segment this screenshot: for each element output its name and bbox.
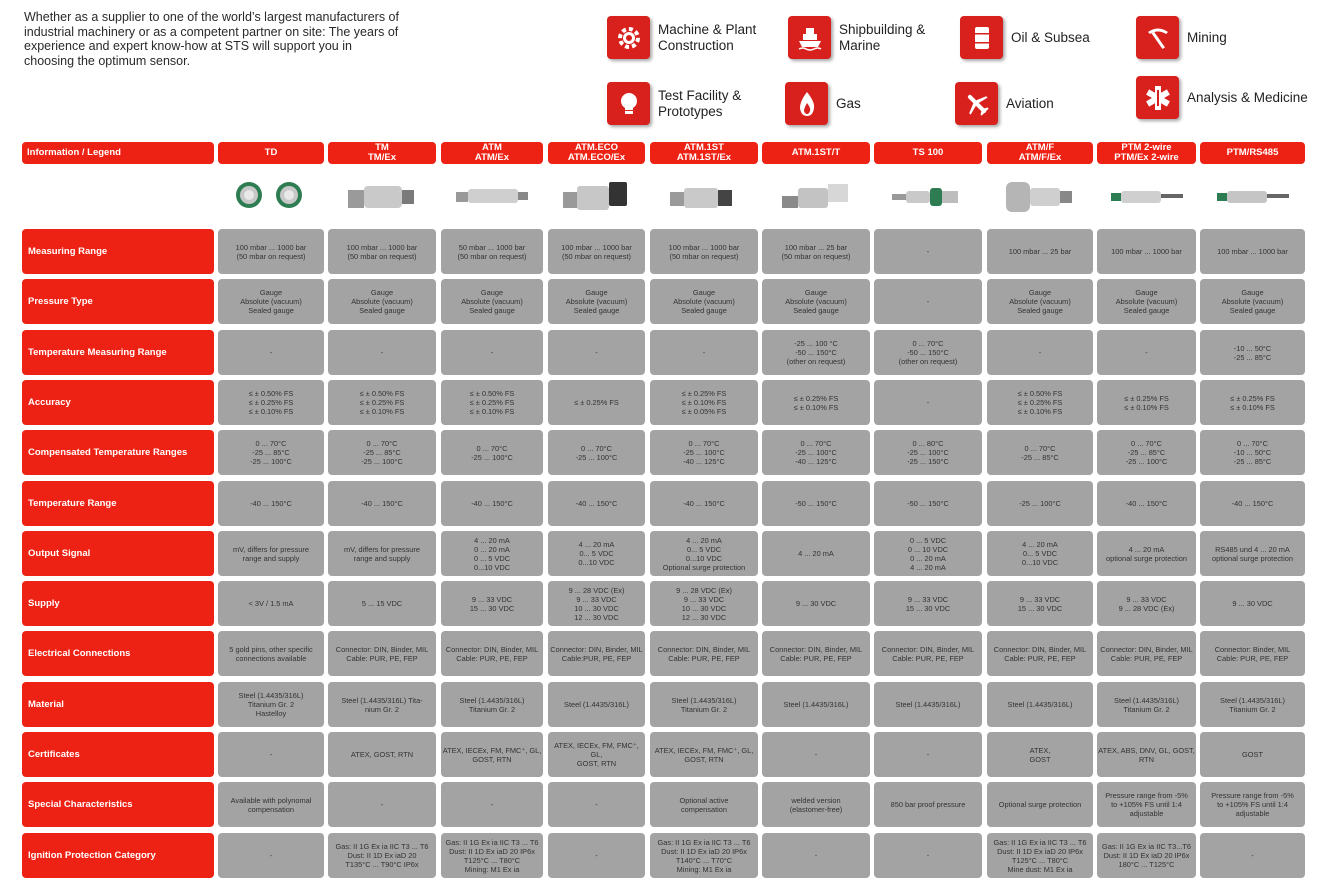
table-cell: -40 ... 150°C xyxy=(328,481,436,526)
product-header: TM TM/Ex xyxy=(328,142,436,164)
table-cell: Gauge Absolute (vacuum) Sealed gauge xyxy=(218,279,324,324)
table-cell: -25 ... 100 °C -50 ... 150°C (other on request) xyxy=(762,330,870,375)
ship-icon xyxy=(788,16,831,59)
table-cell: Steel (1.4435/316L) Titanium Gr. 2 xyxy=(650,682,758,727)
table-cell: -40 ... 150°C xyxy=(1097,481,1196,526)
table-cell: -40 ... 150°C xyxy=(548,481,645,526)
table-cell: ATEX, ABS, DNV, GL, GOST, RTN xyxy=(1097,732,1196,777)
table-cell: 0 ... 5 VDC 0 ... 10 VDC 0 ... 20 mA 4 ... 20 mA xyxy=(874,531,982,576)
table-cell: 100 mbar ... 25 bar xyxy=(987,229,1093,274)
table-cell: 0 ... 70°C -25 ... 100°C -40 ... 125°C xyxy=(650,430,758,475)
table-cell: Optional surge protection xyxy=(987,782,1093,827)
table-cell: Steel (1.4435/316L) xyxy=(762,682,870,727)
industry-oil-subsea[interactable] xyxy=(960,16,1090,59)
table-cell: ≤ ± 0.25% FS ≤ ± 0.10% FS xyxy=(1200,380,1305,425)
table-cell: - xyxy=(987,330,1093,375)
industry-label: Mining xyxy=(1187,29,1227,45)
table-cell: Gauge Absolute (vacuum) Sealed gauge xyxy=(650,279,758,324)
row-label: Supply xyxy=(22,581,214,626)
product-image-ptm-rs485 xyxy=(1200,168,1305,224)
table-cell: ATEX, GOST xyxy=(987,732,1093,777)
table-cell: -40 ... 150°C xyxy=(650,481,758,526)
table-cell: Steel (1.4435/316L) Titanium Gr. 2 Hastelloy xyxy=(218,682,324,727)
table-cell: Connector: DIN, Binder, MIL Cable: PUR, PE, FEP xyxy=(874,631,982,676)
table-cell: 9 ... 33 VDC 15 ... 30 VDC xyxy=(874,581,982,626)
table-cell: Gauge Absolute (vacuum) Sealed gauge xyxy=(441,279,543,324)
product-image-atm-1st-t xyxy=(762,168,870,224)
medical-star-icon xyxy=(1136,76,1179,119)
table-cell: Optional active compensation xyxy=(650,782,758,827)
table-cell: -10 ... 50°C -25 ... 85°C xyxy=(1200,330,1305,375)
product-image-atm-f xyxy=(987,168,1093,224)
table-cell: 100 mbar ... 1000 bar xyxy=(1097,229,1196,274)
row-label: Ignition Protection Category xyxy=(22,833,214,878)
table-cell: Gas: II 1G Ex ia IIC T3 ... T6 Dust: II 1D Ex iaD 20 IP6x T125°C ... T80°C Mine dust: M1 Ex ia xyxy=(987,833,1093,878)
table-cell: 4 ... 20 mA 0 ... 20 mA 0 ... 5 VDC 0...10 VDC xyxy=(441,531,543,576)
table-cell: 9 ... 30 VDC xyxy=(762,581,870,626)
product-header: ATM.1ST ATM.1ST/Ex xyxy=(650,142,758,164)
oil-barrel-icon xyxy=(960,16,1003,59)
table-cell: - xyxy=(218,330,324,375)
table-cell: GOST xyxy=(1200,732,1305,777)
table-cell: welded version (elastomer-free) xyxy=(762,782,870,827)
table-cell: - xyxy=(874,833,982,878)
table-cell: Steel (1.4435/316L) Titanium Gr. 2 xyxy=(1097,682,1196,727)
table-cell: ATEX, IECEx, FM, FMC⁺, GL, GOST, RTN xyxy=(650,732,758,777)
industry-label: Oil & Subsea xyxy=(1011,29,1090,45)
table-cell: 0 ... 70°C -10 ... 50°C -25 ... 85°C xyxy=(1200,430,1305,475)
table-cell: RS485 und 4 ... 20 mA optional surge protection xyxy=(1200,531,1305,576)
table-cell: Connector: DIN, Binder, MIL Cable: PUR, PE, FEP xyxy=(1097,631,1196,676)
table-cell: 0 ... 70°C -25 ... 85°C -25 ... 100°C xyxy=(1097,430,1196,475)
pickaxe-icon xyxy=(1136,16,1179,59)
table-cell: ATEX, IECEx, FM, FMC⁺, GL, GOST, RTN xyxy=(548,732,645,777)
table-cell: ≤ ± 0.50% FS ≤ ± 0.25% FS ≤ ± 0.10% FS xyxy=(987,380,1093,425)
table-cell: 0 ... 70°C -25 ... 100°C xyxy=(548,430,645,475)
table-cell: 0 ... 80°C -25 ... 100°C -25 ... 150°C xyxy=(874,430,982,475)
table-cell: Pressure range from -5% to +105% FS until 1:4 adjustable xyxy=(1097,782,1196,827)
table-cell: 100 mbar ... 1000 bar (50 mbar on request) xyxy=(548,229,645,274)
table-cell: 4 ... 20 mA 0... 5 VDC 0...10 VDC Optional surge protection xyxy=(650,531,758,576)
table-cell: - xyxy=(874,732,982,777)
product-image-ts100 xyxy=(874,168,982,224)
table-cell: Connector: DIN, Binder, MIL Cable:PUR, PE, FEP xyxy=(548,631,645,676)
table-cell: ≤ ± 0.25% FS xyxy=(548,380,645,425)
table-cell: 5 gold pins, other specific connections available xyxy=(218,631,324,676)
table-cell: Gauge Absolute (vacuum) Sealed gauge xyxy=(1097,279,1196,324)
table-cell: ≤ ± 0.50% FS ≤ ± 0.25% FS ≤ ± 0.10% FS xyxy=(441,380,543,425)
table-cell: -50 ... 150°C xyxy=(762,481,870,526)
table-cell: Steel (1.4435/316L) Tita- nium Gr. 2 xyxy=(328,682,436,727)
table-cell: - xyxy=(548,833,645,878)
table-cell: Gas: II 1G Ex ia IIC T3 ... T6 Dust: II 1D Ex iaD 20 T135°C ... T90°C IP6x xyxy=(328,833,436,878)
industry-label: Test Facility & Prototypes xyxy=(658,87,742,119)
table-cell: mV, differs for pressure range and supply xyxy=(218,531,324,576)
row-label: Electrical Connections xyxy=(22,631,214,676)
product-image-atm-1st xyxy=(650,168,758,224)
product-image-td xyxy=(218,168,324,224)
table-cell: mV, differs for pressure range and supply xyxy=(328,531,436,576)
table-cell: - xyxy=(762,833,870,878)
product-header: ATM.1ST/T xyxy=(762,142,870,164)
table-cell: Gauge Absolute (vacuum) Sealed gauge xyxy=(548,279,645,324)
table-cell: ATEX, IECEx, FM, FMC⁺, GL, GOST, RTN xyxy=(441,732,543,777)
table-cell: - xyxy=(218,732,324,777)
table-cell: Gas: II 1G Ex ia IIC T3...T6 Dust: II 1D Ex iaD 20 IP6x 180°C ... T125°C xyxy=(1097,833,1196,878)
table-cell: - xyxy=(441,330,543,375)
table-cell: 9 ... 33 VDC 15 ... 30 VDC xyxy=(987,581,1093,626)
table-cell: 100 mbar ... 1000 bar (50 mbar on request) xyxy=(328,229,436,274)
row-label: Temperature Range xyxy=(22,481,214,526)
row-label: Output Signal xyxy=(22,531,214,576)
table-cell: - xyxy=(328,330,436,375)
table-cell: - xyxy=(328,782,436,827)
product-header: TS 100 xyxy=(874,142,982,164)
table-cell: 4 ... 20 mA 0... 5 VDC 0...10 VDC xyxy=(987,531,1093,576)
table-cell: Available with polynomal compensation xyxy=(218,782,324,827)
table-cell: - xyxy=(762,732,870,777)
product-header: ATM/F ATM/F/Ex xyxy=(987,142,1093,164)
product-image-atm xyxy=(441,168,543,224)
table-cell: Steel (1.4435/316L) xyxy=(987,682,1093,727)
table-cell: - xyxy=(441,782,543,827)
legend-header: Information / Legend xyxy=(22,142,214,164)
product-image-ptm-2wire xyxy=(1097,168,1196,224)
table-cell: 9 ... 30 VDC xyxy=(1200,581,1305,626)
industry-test-facility[interactable] xyxy=(607,82,741,125)
product-image-tm xyxy=(328,168,436,224)
flame-icon xyxy=(785,82,828,125)
table-cell: Connector: DIN, Binder, MIL Cable: PUR, PE, FEP xyxy=(328,631,436,676)
intro-text: Whether as a supplier to one of the world’s largest manufacturers of industrial machinery or as a competent partner on site: The years of experience and expert know-how at STS will support you in choosing the optimum sensor. xyxy=(24,10,399,68)
table-cell: Steel (1.4435/316L) xyxy=(874,682,982,727)
table-cell: Steel (1.4435/316L) Titanium Gr. 2 xyxy=(1200,682,1305,727)
table-cell: 0 ... 70°C -50 ... 150°C (other on request) xyxy=(874,330,982,375)
table-cell: 0 ... 70°C -25 ... 100°C -40 ... 125°C xyxy=(762,430,870,475)
table-cell: ATEX, GOST, RTN xyxy=(328,732,436,777)
table-cell: 9 ... 28 VDC (Ex) 9 ... 33 VDC 10 ... 30 VDC 12 ... 30 VDC xyxy=(650,581,758,626)
table-cell: Connector: DIN, Binder, MIL Cable: PUR, PE, FEP xyxy=(650,631,758,676)
table-cell: Gas: II 1G Ex ia IIC T3 ... T6 Dust: II 1D Ex iaD 20 IP6x T140°C ... T70°C Mining: M1 Ex ia xyxy=(650,833,758,878)
product-header: PTM/RS485 xyxy=(1200,142,1305,164)
table-cell: 9 ... 33 VDC 9 ... 28 VDC (Ex) xyxy=(1097,581,1196,626)
row-label: Compensated Temperature Ranges xyxy=(22,430,214,475)
table-cell: - xyxy=(218,833,324,878)
row-label: Measuring Range xyxy=(22,229,214,274)
table-cell: Connector: Binder, MIL Cable: PUR, PE, FEP xyxy=(1200,631,1305,676)
table-cell: ≤ ± 0.25% FS ≤ ± 0.10% FS xyxy=(762,380,870,425)
table-cell: 0 ... 70°C -25 ... 100°C xyxy=(441,430,543,475)
industry-aviation[interactable] xyxy=(955,82,1054,125)
table-cell: - xyxy=(874,229,982,274)
table-cell: 850 bar proof pressure xyxy=(874,782,982,827)
table-cell: Connector: DIN, Binder, MIL Cable: PUR, PE, FEP xyxy=(441,631,543,676)
gear-icon xyxy=(607,16,650,59)
industry-label: Gas xyxy=(836,95,861,111)
table-cell: - xyxy=(650,330,758,375)
table-cell: Gauge Absolute (vacuum) Sealed gauge xyxy=(987,279,1093,324)
row-label: Temperature Measuring Range xyxy=(22,330,214,375)
table-cell: -40 ... 150°C xyxy=(218,481,324,526)
industry-label: Aviation xyxy=(1006,95,1054,111)
product-header: ATM.ECO ATM.ECO/Ex xyxy=(548,142,645,164)
row-label: Special Characteristics xyxy=(22,782,214,827)
industry-analysis-medicine[interactable] xyxy=(1136,76,1308,119)
industry-shipbuilding[interactable] xyxy=(788,16,925,59)
table-cell: Steel (1.4435/316L) xyxy=(548,682,645,727)
table-cell: -40 ... 150°C xyxy=(1200,481,1305,526)
table-cell: 100 mbar ... 1000 bar xyxy=(1200,229,1305,274)
table-cell: - xyxy=(874,279,982,324)
table-cell: - xyxy=(1097,330,1196,375)
table-cell: < 3V / 1.5 mA xyxy=(218,581,324,626)
table-cell: 0 ... 70°C -25 ... 85°C xyxy=(987,430,1093,475)
table-cell: 4 ... 20 mA 0... 5 VDC 0...10 VDC xyxy=(548,531,645,576)
table-cell: Connector: DIN, Binder, MIL Cable: PUR, PE, FEP xyxy=(762,631,870,676)
row-label: Accuracy xyxy=(22,380,214,425)
table-cell: ≤ ± 0.25% FS ≤ ± 0.10% FS xyxy=(1097,380,1196,425)
industry-machine-plant[interactable] xyxy=(607,16,756,59)
table-cell: - xyxy=(548,782,645,827)
table-cell: 100 mbar ... 25 bar (50 mbar on request) xyxy=(762,229,870,274)
product-header: ATM ATM/Ex xyxy=(441,142,543,164)
table-cell: 4 ... 20 mA xyxy=(762,531,870,576)
table-cell: - xyxy=(1200,833,1305,878)
table-cell: Gauge Absolute (vacuum) Sealed gauge xyxy=(1200,279,1305,324)
table-cell: Gauge Absolute (vacuum) Sealed gauge xyxy=(328,279,436,324)
row-label: Pressure Type xyxy=(22,279,214,324)
table-cell: Steel (1.4435/316L) Titanium Gr. 2 xyxy=(441,682,543,727)
table-cell: -25 ... 100°C xyxy=(987,481,1093,526)
industry-label: Analysis & Medicine xyxy=(1187,89,1308,105)
table-cell: 4 ... 20 mA optional surge protection xyxy=(1097,531,1196,576)
industry-gas[interactable] xyxy=(785,82,861,125)
table-cell: ≤ ± 0.50% FS ≤ ± 0.25% FS ≤ ± 0.10% FS xyxy=(218,380,324,425)
table-cell: Connector: DIN, Binder, MIL Cable: PUR, PE, FEP xyxy=(987,631,1093,676)
industry-label: Machine & Plant Construction xyxy=(658,21,757,53)
product-image-atm-eco xyxy=(548,168,645,224)
table-cell: 0 ... 70°C -25 ... 85°C -25 ... 100°C xyxy=(328,430,436,475)
table-cell: 5 ... 15 VDC xyxy=(328,581,436,626)
table-cell: -50 ... 150°C xyxy=(874,481,982,526)
row-label: Certificates xyxy=(22,732,214,777)
table-cell: -40 ... 150°C xyxy=(441,481,543,526)
row-label: Material xyxy=(22,682,214,727)
table-cell: 9 ... 28 VDC (Ex) 9 ... 33 VDC 10 ... 30 VDC 12 ... 30 VDC xyxy=(548,581,645,626)
table-cell: ≤ ± 0.50% FS ≤ ± 0.25% FS ≤ ± 0.10% FS xyxy=(328,380,436,425)
lightbulb-icon xyxy=(607,82,650,125)
industry-mining[interactable] xyxy=(1136,16,1227,59)
table-cell: 0 ... 70°C -25 ... 85°C -25 ... 100°C xyxy=(218,430,324,475)
product-header: PTM 2-wire PTM/Ex 2-wire xyxy=(1097,142,1196,164)
table-cell: Pressure range from -5% to +105% FS until 1:4 adjustable xyxy=(1200,782,1305,827)
table-cell: Gauge Absolute (vacuum) Sealed gauge xyxy=(762,279,870,324)
table-cell: - xyxy=(874,380,982,425)
airplane-icon xyxy=(955,82,998,125)
table-cell: 100 mbar ... 1000 bar (50 mbar on request) xyxy=(218,229,324,274)
table-cell: Gas: II 1G Ex ia IIC T3 ... T6 Dust: II 1D Ex iaD 20 IP6x T125°C ... T80°C Mining: M1 Ex ia xyxy=(441,833,543,878)
table-cell: ≤ ± 0.25% FS ≤ ± 0.10% FS ≤ ± 0.05% FS xyxy=(650,380,758,425)
industry-label: Shipbuilding & Marine xyxy=(839,21,926,53)
table-cell: 50 mbar ... 1000 bar (50 mbar on request) xyxy=(441,229,543,274)
product-header: TD xyxy=(218,142,324,164)
table-cell: 100 mbar ... 1000 bar (50 mbar on request) xyxy=(650,229,758,274)
table-cell: - xyxy=(548,330,645,375)
table-cell: 9 ... 33 VDC 15 ... 30 VDC xyxy=(441,581,543,626)
